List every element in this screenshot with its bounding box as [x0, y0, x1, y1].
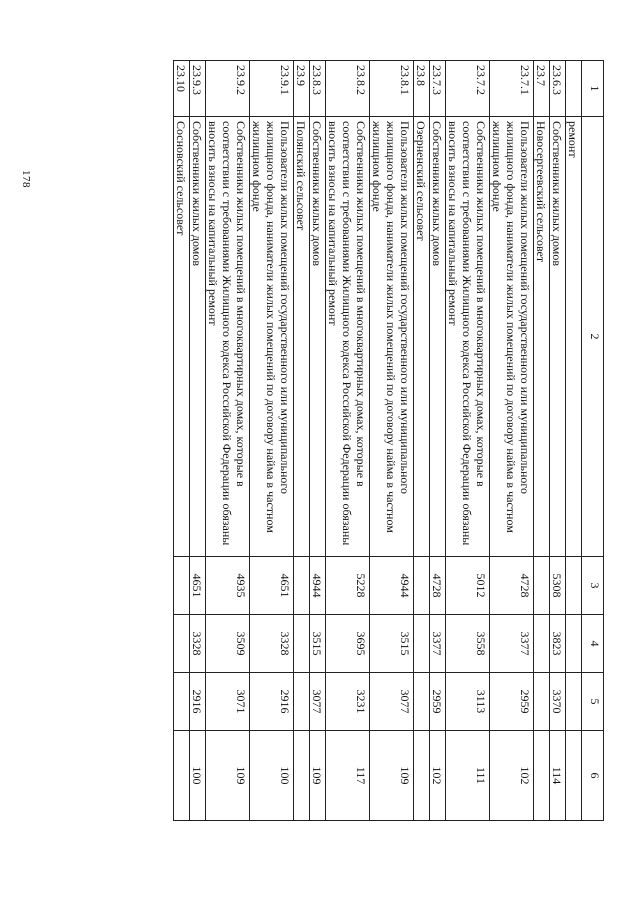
row-code: 23.9 [294, 61, 310, 117]
row-code: 23.7.1 [490, 61, 534, 117]
row-value-3 [534, 557, 550, 615]
table-row [370, 61, 414, 821]
row-value-5 [294, 673, 310, 731]
row-value-5 [566, 673, 582, 731]
table-row [414, 61, 430, 821]
row-name: Пользователи жилых помещений государственного или муниципального жилищного фонда, наниматели жилых помещений по договору найма в частном жилищном фонде [490, 117, 534, 557]
table-row [534, 61, 550, 821]
header-col-6: 6 [582, 731, 604, 821]
row-name: Собственники жилых помещений в многоквартирных домах, которые в соответствии с требованиями Жилищного кодекса Российской Федерации обязаны вносить взносы на капитальный ремонт [206, 117, 250, 557]
row-value-6 [174, 731, 190, 821]
row-name: Собственники жилых помещений в многоквартирных домах, которые в соответствии с требованиями Жилищного кодекса Российской Федерации обязаны вносить взносы на капитальный ремонт [446, 117, 490, 557]
row-code: 23.9.2 [206, 61, 250, 117]
row-value-3: 5228 [326, 557, 370, 615]
row-name: Собственники жилых домов [430, 117, 446, 557]
table-row [190, 61, 206, 821]
row-value-4 [534, 615, 550, 673]
row-value-3 [294, 557, 310, 615]
row-value-3: 4944 [310, 557, 326, 615]
row-code: 23.7 [534, 61, 550, 117]
row-value-6: 102 [430, 731, 446, 821]
row-name: Полянский сельсовет [294, 117, 310, 557]
row-value-3: 4728 [490, 557, 534, 615]
table-row [446, 61, 490, 821]
row-value-6: 100 [250, 731, 294, 821]
row-value-5: 3071 [206, 673, 250, 731]
header-row [582, 61, 604, 821]
table-body [174, 61, 582, 821]
row-value-4: 3558 [446, 615, 490, 673]
row-value-5 [414, 673, 430, 731]
row-value-6: 109 [370, 731, 414, 821]
row-name: Сосновский сельсовет [174, 117, 190, 557]
table-row [566, 61, 582, 821]
row-name: ремонт [566, 117, 582, 557]
tariff-table [173, 60, 604, 821]
row-value-3 [566, 557, 582, 615]
row-value-6: 109 [310, 731, 326, 821]
row-value-6: 100 [190, 731, 206, 821]
row-value-3 [414, 557, 430, 615]
row-value-4: 3695 [326, 615, 370, 673]
row-value-3: 4728 [430, 557, 446, 615]
row-value-5: 2959 [430, 673, 446, 731]
table-row [550, 61, 566, 821]
row-value-4: 3328 [190, 615, 206, 673]
row-value-6 [414, 731, 430, 821]
row-value-4: 3515 [370, 615, 414, 673]
row-value-4: 3515 [310, 615, 326, 673]
header-col-1: 1 [582, 61, 604, 117]
rotated-table-container [80, 60, 604, 820]
header-col-5: 5 [582, 673, 604, 731]
row-value-4: 3377 [490, 615, 534, 673]
row-value-6 [534, 731, 550, 821]
row-value-3: 4944 [370, 557, 414, 615]
row-value-4 [294, 615, 310, 673]
table-row [174, 61, 190, 821]
row-value-5 [174, 673, 190, 731]
row-code: 23.8.1 [370, 61, 414, 117]
row-value-5: 3370 [550, 673, 566, 731]
row-name: Собственники жилых домов [310, 117, 326, 557]
table-row [250, 61, 294, 821]
row-code: 23.8.3 [310, 61, 326, 117]
header-col-2: 2 [582, 117, 604, 557]
row-code [566, 61, 582, 117]
table-row [206, 61, 250, 821]
row-value-3: 4935 [206, 557, 250, 615]
row-value-6: 117 [326, 731, 370, 821]
table-row [490, 61, 534, 821]
header-col-3: 3 [582, 557, 604, 615]
row-name: Пользователи жилых помещений государственного или муниципального жилищного фонда, наниматели жилых помещений по договору найма в частном жилищном фонде [250, 117, 294, 557]
row-value-3: 4651 [190, 557, 206, 615]
table-row [430, 61, 446, 821]
row-name: Новосергеевский сельсовет [534, 117, 550, 557]
row-code: 23.8 [414, 61, 430, 117]
row-value-5: 3113 [446, 673, 490, 731]
row-value-4: 3509 [206, 615, 250, 673]
row-value-5: 3077 [310, 673, 326, 731]
row-value-6: 111 [446, 731, 490, 821]
row-value-5: 3077 [370, 673, 414, 731]
header-col-4: 4 [582, 615, 604, 673]
row-value-3 [174, 557, 190, 615]
row-value-3: 5308 [550, 557, 566, 615]
row-value-5: 3231 [326, 673, 370, 731]
row-value-5: 2959 [490, 673, 534, 731]
row-value-5: 2916 [190, 673, 206, 731]
row-name: Собственники жилых домов [550, 117, 566, 557]
row-value-4 [414, 615, 430, 673]
row-value-5: 2916 [250, 673, 294, 731]
row-value-6: 114 [550, 731, 566, 821]
row-value-4: 3328 [250, 615, 294, 673]
row-value-4: 3377 [430, 615, 446, 673]
row-value-6 [294, 731, 310, 821]
table-row [294, 61, 310, 821]
row-name: Озерненский сельсовет [414, 117, 430, 557]
row-code: 23.10 [174, 61, 190, 117]
page-number: 178 [20, 170, 32, 188]
row-name: Собственники жилых помещений в многоквартирных домах, которые в соответствии с требованиями Жилищного кодекса Российской Федерации обязаны вносить взносы на капитальный ремонт [326, 117, 370, 557]
row-value-4 [174, 615, 190, 673]
row-value-4: 3823 [550, 615, 566, 673]
table-row [326, 61, 370, 821]
row-code: 23.6.3 [550, 61, 566, 117]
row-code: 23.7.2 [446, 61, 490, 117]
row-code: 23.9.3 [190, 61, 206, 117]
row-name: Собственники жилых домов [190, 117, 206, 557]
row-code: 23.9.1 [250, 61, 294, 117]
row-name: Пользователи жилых помещений государственного или муниципального жилищного фонда, наниматели жилых помещений по договору найма в частном жилищном фонде [370, 117, 414, 557]
row-code: 23.7.3 [430, 61, 446, 117]
row-value-3: 5012 [446, 557, 490, 615]
row-value-3: 4651 [250, 557, 294, 615]
row-value-6: 102 [490, 731, 534, 821]
row-value-4 [566, 615, 582, 673]
table-row [310, 61, 326, 821]
row-value-6: 109 [206, 731, 250, 821]
row-value-6 [566, 731, 582, 821]
row-code: 23.8.2 [326, 61, 370, 117]
row-value-5 [534, 673, 550, 731]
